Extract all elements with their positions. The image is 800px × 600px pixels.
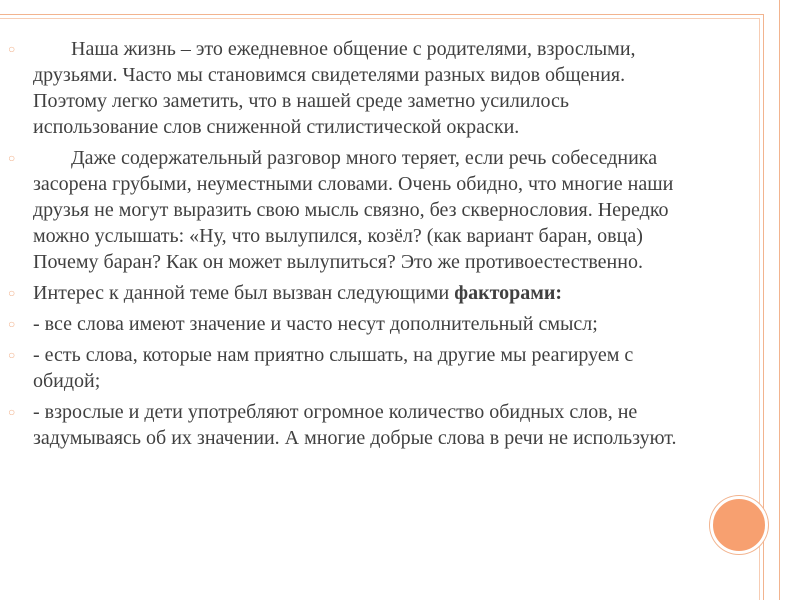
paragraph-text: Наша жизнь – это ежедневное общение с родителями, взрослыми, друзьями. Часто мы становимся свидетелями разных видов общения. Поэтому легко заметить, что в нашей среде заметно усилилось использование слов сниженной стилистической окраски. [33, 38, 636, 138]
circle-bullet-icon: ○ [8, 286, 16, 300]
slide-content [8, 36, 698, 456]
paragraph-text: - есть слова, которые нам приятно слышать, на другие мы реагируем с обидой; [33, 344, 634, 392]
circle-bullet-icon: ○ [8, 151, 16, 165]
accent-circle-decoration [710, 496, 768, 554]
paragraph-item [8, 399, 698, 451]
paragraph-item [8, 311, 698, 337]
paragraph-text-regular: Интерес к данной теме был вызван следующими [33, 282, 455, 304]
circle-bullet-icon: ○ [8, 348, 16, 362]
paragraph-item [8, 36, 698, 140]
paragraph-text: Даже содержательный разговор много теряет, если речь собеседника засорена грубыми, неуместными словами. Очень обидно, что многие наши друзья не могут выразить свою мысль связно, без сквернословия. Нередко можно услышать: «Ну, что вылупился, козёл? (как вариант баран, овца) Почему баран? Как он может вылупиться? Это же противоестественно. [33, 147, 674, 273]
paragraph-item [8, 342, 698, 394]
circle-bullet-icon: ○ [8, 405, 16, 419]
circle-bullet-icon: ○ [8, 42, 16, 56]
paragraph-text: - все слова имеют значение и часто несут дополнительный смысл; [33, 313, 598, 335]
paragraph-text-bold: факторами: [454, 282, 563, 304]
paragraph-item [8, 280, 698, 306]
circle-bullet-icon: ○ [8, 317, 16, 331]
paragraph-text: - взрослые и дети употребляют огромное количество обидных слов, не задумываясь об их значении. А многие добрые слова в речи не используют. [33, 401, 677, 449]
paragraph-text [33, 280, 698, 306]
paragraph-item [8, 145, 698, 275]
